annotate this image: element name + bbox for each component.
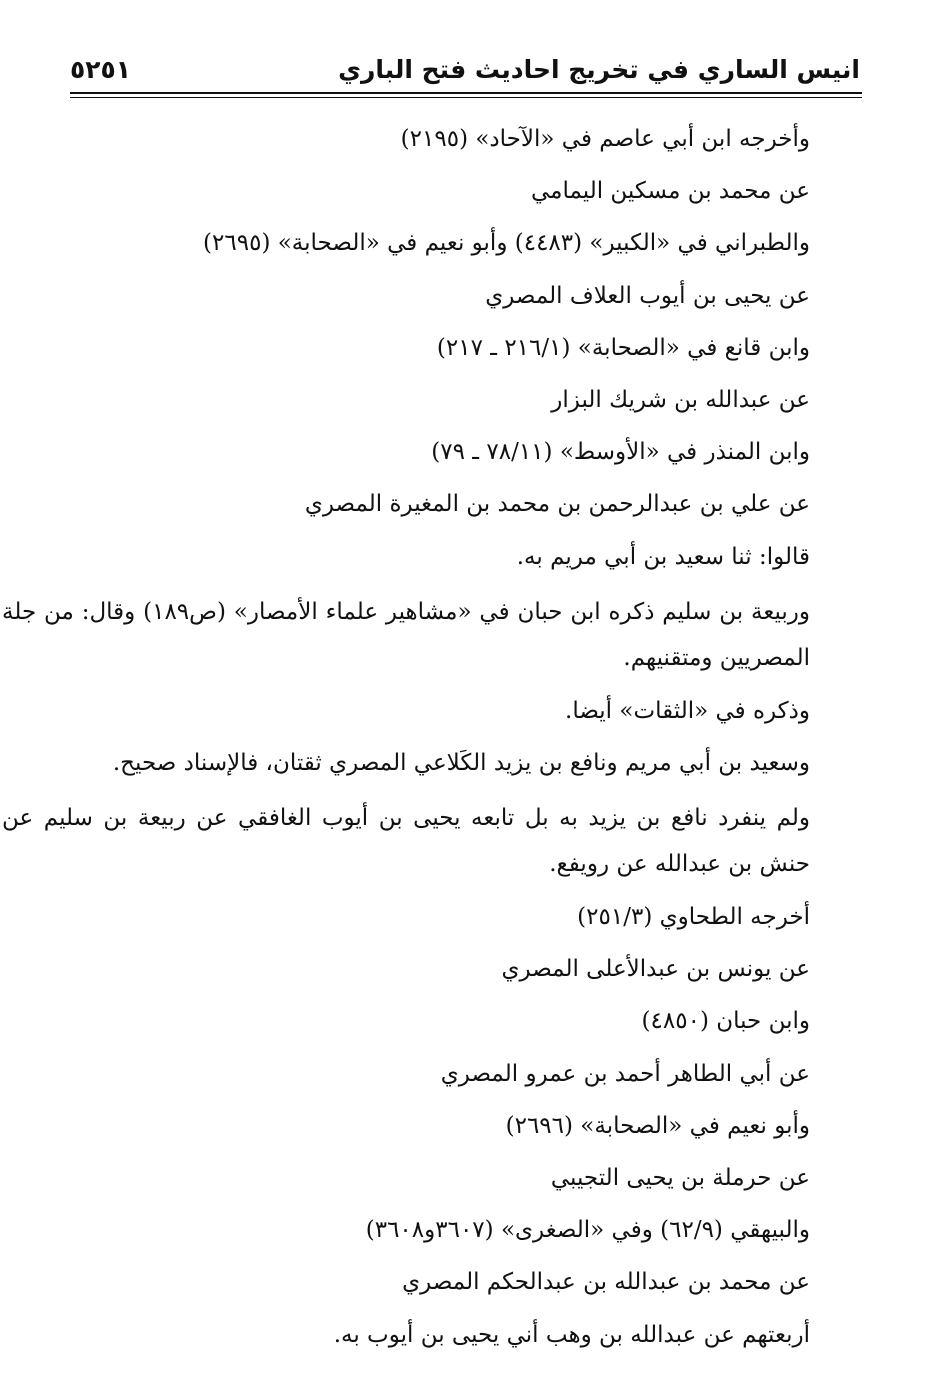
text-line: أخرجه الطحاوي (٢٥١/٣) [577, 904, 810, 931]
text-line: وابن المنذر في «الأوسط» (٧٨/١١ ـ ٧٩) [431, 439, 810, 466]
text-line: عن حرملة بن يحيى التجيبي [550, 1165, 810, 1191]
page-number: ٥٢٥١ [70, 55, 132, 84]
text-line: عن يحيى بن أيوب العلاف المصري [485, 282, 810, 309]
text-line: أربعتهم عن عبدالله بن وهب أني يحيى بن أيوب به. [333, 1321, 810, 1348]
text-line: عن محمد بن مسكين اليمامي [530, 178, 810, 205]
text-line: والبيهقي (٦٢/٩) وفي «الصغرى» (٣٦٠٧و٣٦٠٨) [365, 1217, 810, 1244]
text-line: عن علي بن عبدالرحمن بن محمد بن المغيرة المصري [304, 491, 810, 518]
text-line: عن يونس بن عبدالأعلى المصري [501, 956, 810, 983]
text-line: وابن قانع في «الصحابة» (٢١٦/١ ـ ٢١٧) [436, 334, 810, 361]
running-header [70, 52, 860, 92]
text-line: وسعيد بن أبي مريم ونافع بن يزيد الكَلاعي المصري ثقتان، فالإسناد صحيح. [112, 749, 810, 776]
header-rule-thin [70, 97, 862, 98]
header-rule [70, 92, 862, 94]
text-line: وذكره في «الثقات» أيضا. [565, 697, 810, 724]
text-line: وابن حبان (٤٨٥٠) [641, 1008, 810, 1035]
book-title: انيس الساري في تخريج احاديث فتح الباري [338, 55, 860, 84]
paragraph-nafi: ولم ينفرد نافع بن يزيد به بل تابعه يحيى بن أيوب الغافقي عن ربيعة بن سليم عن حنش بن عبدالله عن رويفع. [2, 805, 810, 878]
text-line: قالوا: ثنا سعيد بن أبي مريم به. [516, 543, 810, 570]
paragraph-rabia: وربيعة بن سليم ذكره ابن حبان في «مشاهير علماء الأمصار» (ص١٨٩) وقال: من جلة المصريين ومتقنيهم. [2, 598, 811, 671]
text-line: وأخرجه ابن أبي عاصم في «الآحاد» (٢١٩٥) [400, 126, 810, 152]
text-line: عن عبدالله بن شريك البزار [551, 386, 810, 413]
text-line: عن أبي الطاهر أحمد بن عمرو المصري [440, 1060, 810, 1087]
text-line: عن محمد بن عبدالله بن عبدالحكم المصري [402, 1269, 810, 1296]
text-line: والطبراني في «الكبير» (٤٤٨٣) وأبو نعيم في «الصحابة» (٢٦٩٥) [203, 230, 810, 257]
page-body [2, 113, 811, 1361]
text-line: وأبو نعيم في «الصحابة» (٢٦٩٦) [505, 1112, 810, 1139]
